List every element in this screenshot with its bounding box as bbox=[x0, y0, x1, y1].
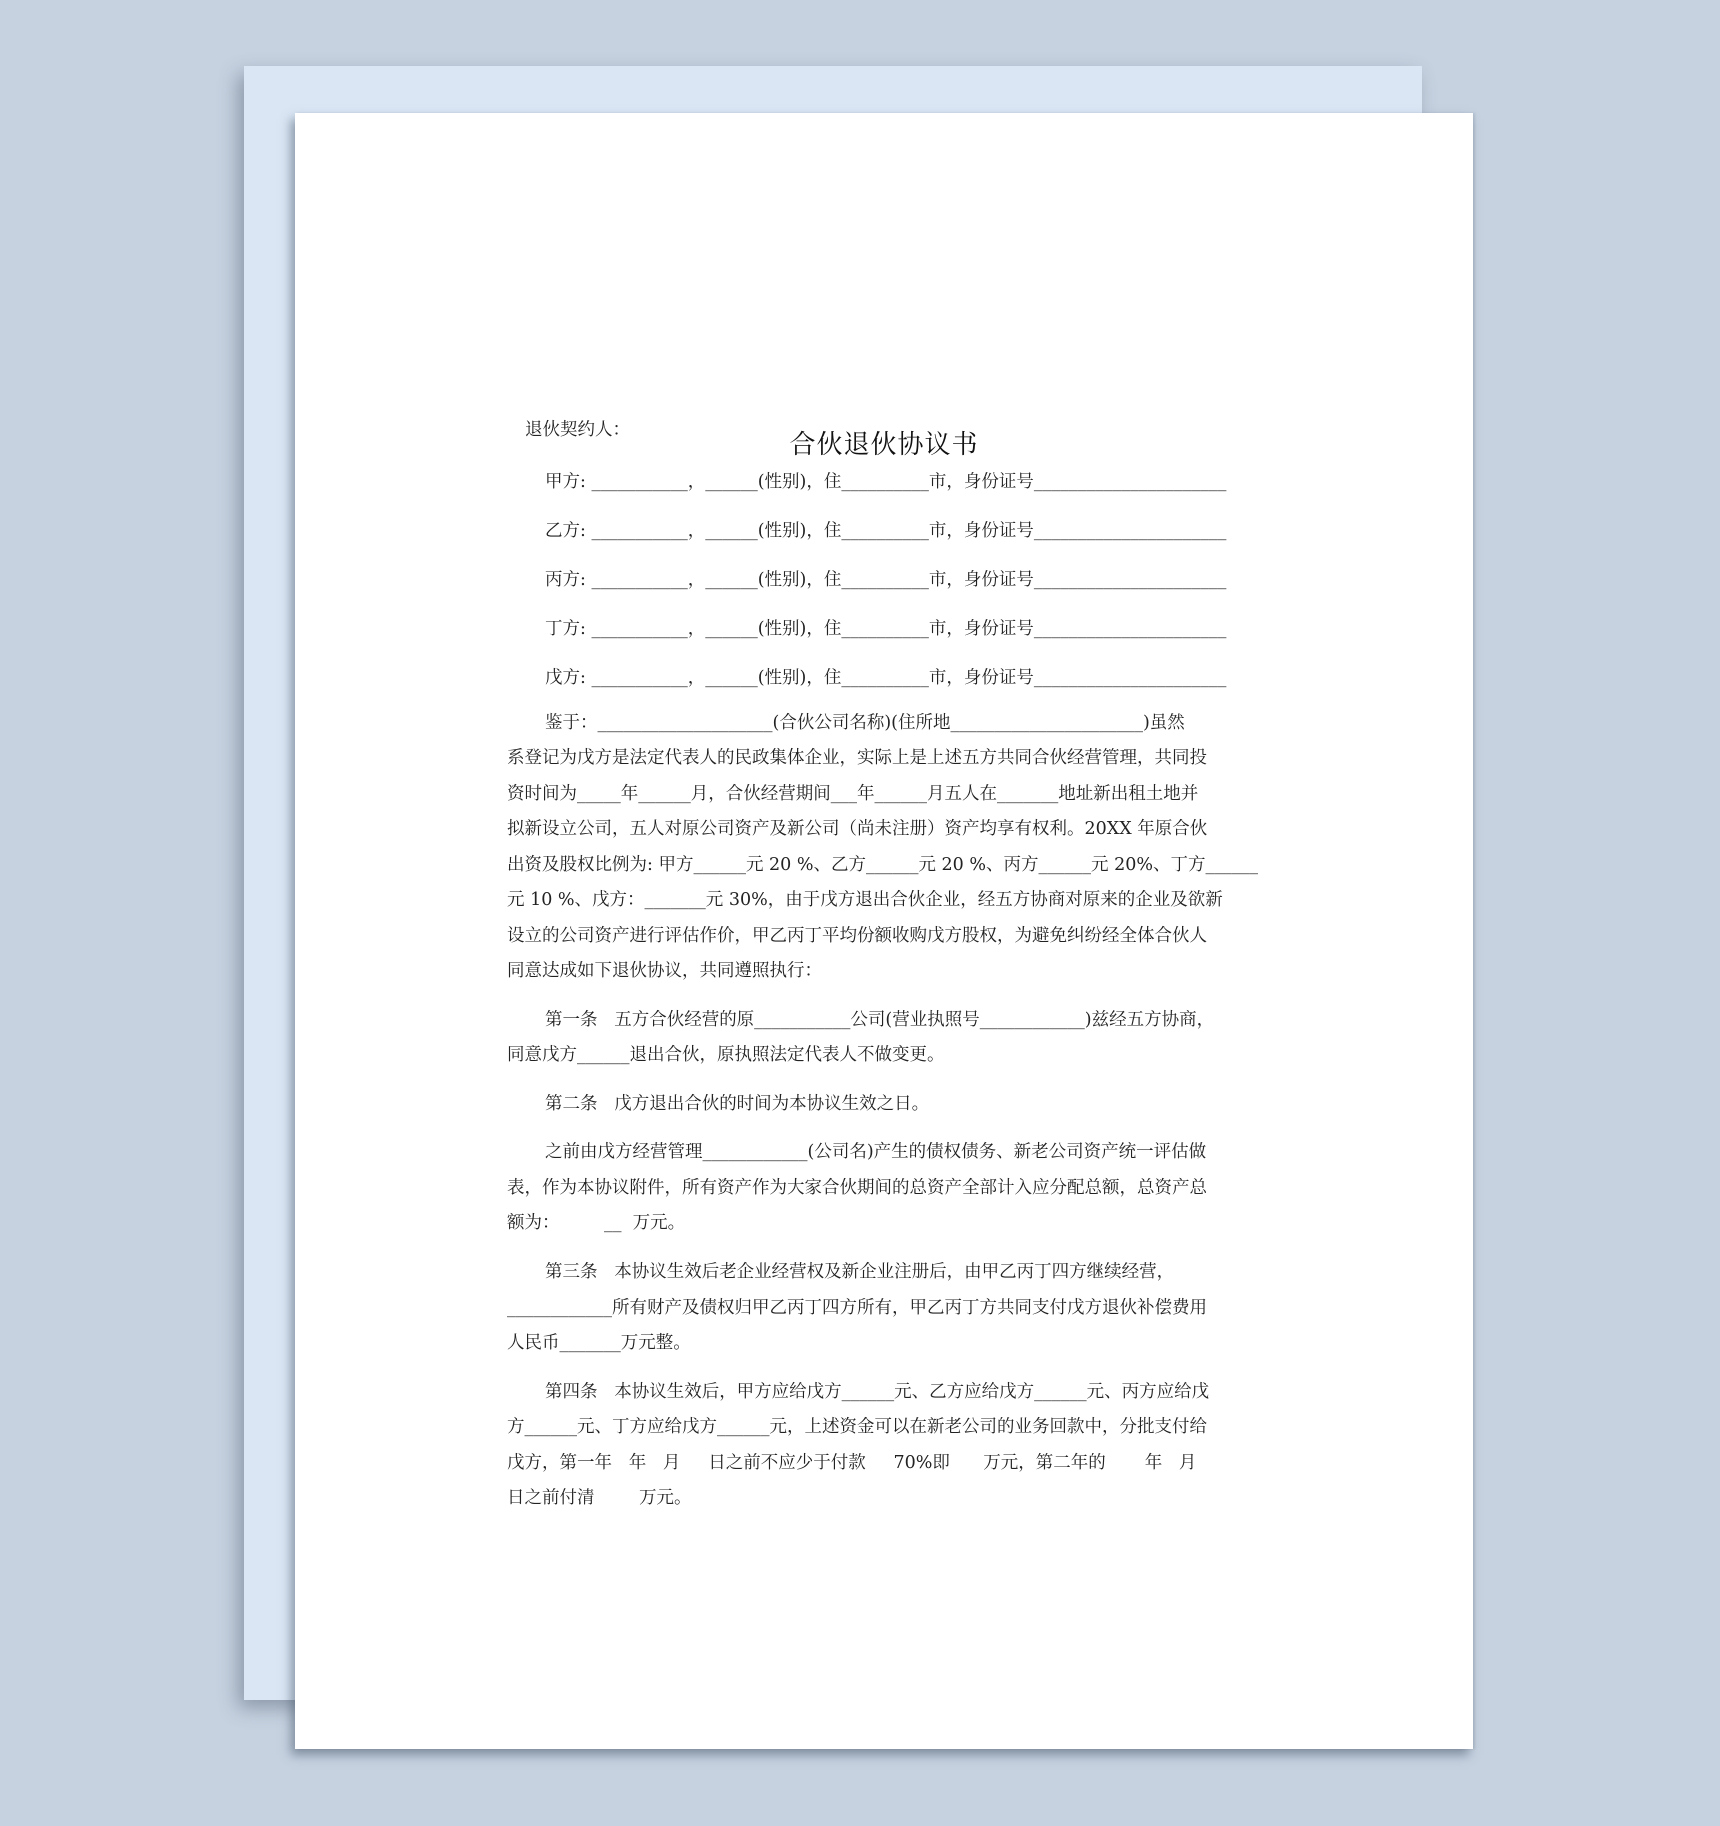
article-4-line: 日之前付清 万元。 bbox=[507, 1488, 692, 1508]
preamble-line: 同意达成如下退伙协议，共同遵照执行： bbox=[507, 961, 822, 981]
article-1-line: 同意戊方______退出合伙，原执照法定代表人不做变更。 bbox=[507, 1045, 945, 1065]
party-row-wu: 戊方: ___________，______(性别)，住__________市，身份证号______________________ bbox=[545, 668, 1227, 688]
party-row-ding: 丁方: ___________，______(性别)，住__________市，身份证号______________________ bbox=[545, 619, 1227, 639]
preamble-line: 设立的公司资产进行评估作价，甲乙丙丁平均份额收购戊方股权，为避免纠纷经全体合伙人 bbox=[507, 926, 1207, 946]
preamble-line: 拟新设立公司，五人对原公司资产及新公司（尚未注册）资产均享有权利。20XX 年原合伙 bbox=[507, 819, 1208, 839]
preamble-line: 鉴于：____________________(合伙公司名称)(住所地______________________)虽然 bbox=[545, 713, 1185, 733]
party-row-jia: 甲方: ___________，______(性别)，住__________市，身份证号______________________ bbox=[545, 472, 1227, 492]
article-2-cont-line: 之前由戊方经营管理____________(公司名)产生的债权债务、新老公司资产统一评估做 bbox=[545, 1142, 1207, 1162]
parties-heading: 退伙契约人： bbox=[525, 420, 630, 440]
article-3-line: 第三条 本协议生效后老企业经营权及新企业注册后，由甲乙丙丁四方继续经营， bbox=[545, 1262, 1175, 1282]
article-2-cont-line: 表，作为本协议附件，所有资产作为大家合伙期间的总资产全部计入应分配总额，总资产总 bbox=[507, 1178, 1207, 1198]
article-2-cont-line: 额为： __ 万元。 bbox=[507, 1213, 686, 1233]
article-2-line: 第二条 戊方退出合伙的时间为本协议生效之日。 bbox=[545, 1094, 930, 1114]
front-page-sheet bbox=[295, 113, 1473, 1749]
article-1-line: 第一条 五方合伙经营的原___________公司(营业执照号____________)兹经五方协商， bbox=[545, 1010, 1215, 1030]
party-row-yi: 乙方: ___________，______(性别)，住__________市，身份证号______________________ bbox=[545, 521, 1227, 541]
article-3-line: 人民币_______万元整。 bbox=[507, 1333, 691, 1353]
article-3-line: ____________所有财产及债权归甲乙丙丁四方所有，甲乙丙丁方共同支付戊方退伙补偿费用 bbox=[507, 1298, 1207, 1318]
article-4-line: 第四条 本协议生效后，甲方应给戊方______元、乙方应给戊方______元、丙方应给戊 bbox=[545, 1382, 1210, 1402]
preamble-line: 资时间为_____年______月，合伙经营期间___年______月五人在_______地址新出租土地并 bbox=[507, 784, 1199, 804]
party-row-bing: 丙方: ___________，______(性别)，住__________市，身份证号______________________ bbox=[545, 570, 1227, 590]
preamble-line: 系登记为戊方是法定代表人的民政集体企业，实际上是上述五方共同合伙经营管理，共同投 bbox=[507, 748, 1207, 768]
preamble-line: 出资及股权比例为: 甲方______元 20 %、乙方______元 20 %、丙方______元 20%、丁方______ bbox=[507, 855, 1258, 875]
preamble-line: 元 10 %、戊方：_______元 30%，由于戊方退出合伙企业，经五方协商对原来的企业及欲新 bbox=[507, 890, 1223, 910]
article-4-line: 方______元、丁方应给戊方______元，上述资金可以在新老公司的业务回款中，分批支付给 bbox=[507, 1417, 1207, 1437]
article-4-line: 戊方，第一年 年 月 日之前不应少于付款 70%即 万元，第二年的 年 月 bbox=[507, 1453, 1197, 1473]
document-title: 合伙退伙协议书 bbox=[789, 430, 979, 460]
